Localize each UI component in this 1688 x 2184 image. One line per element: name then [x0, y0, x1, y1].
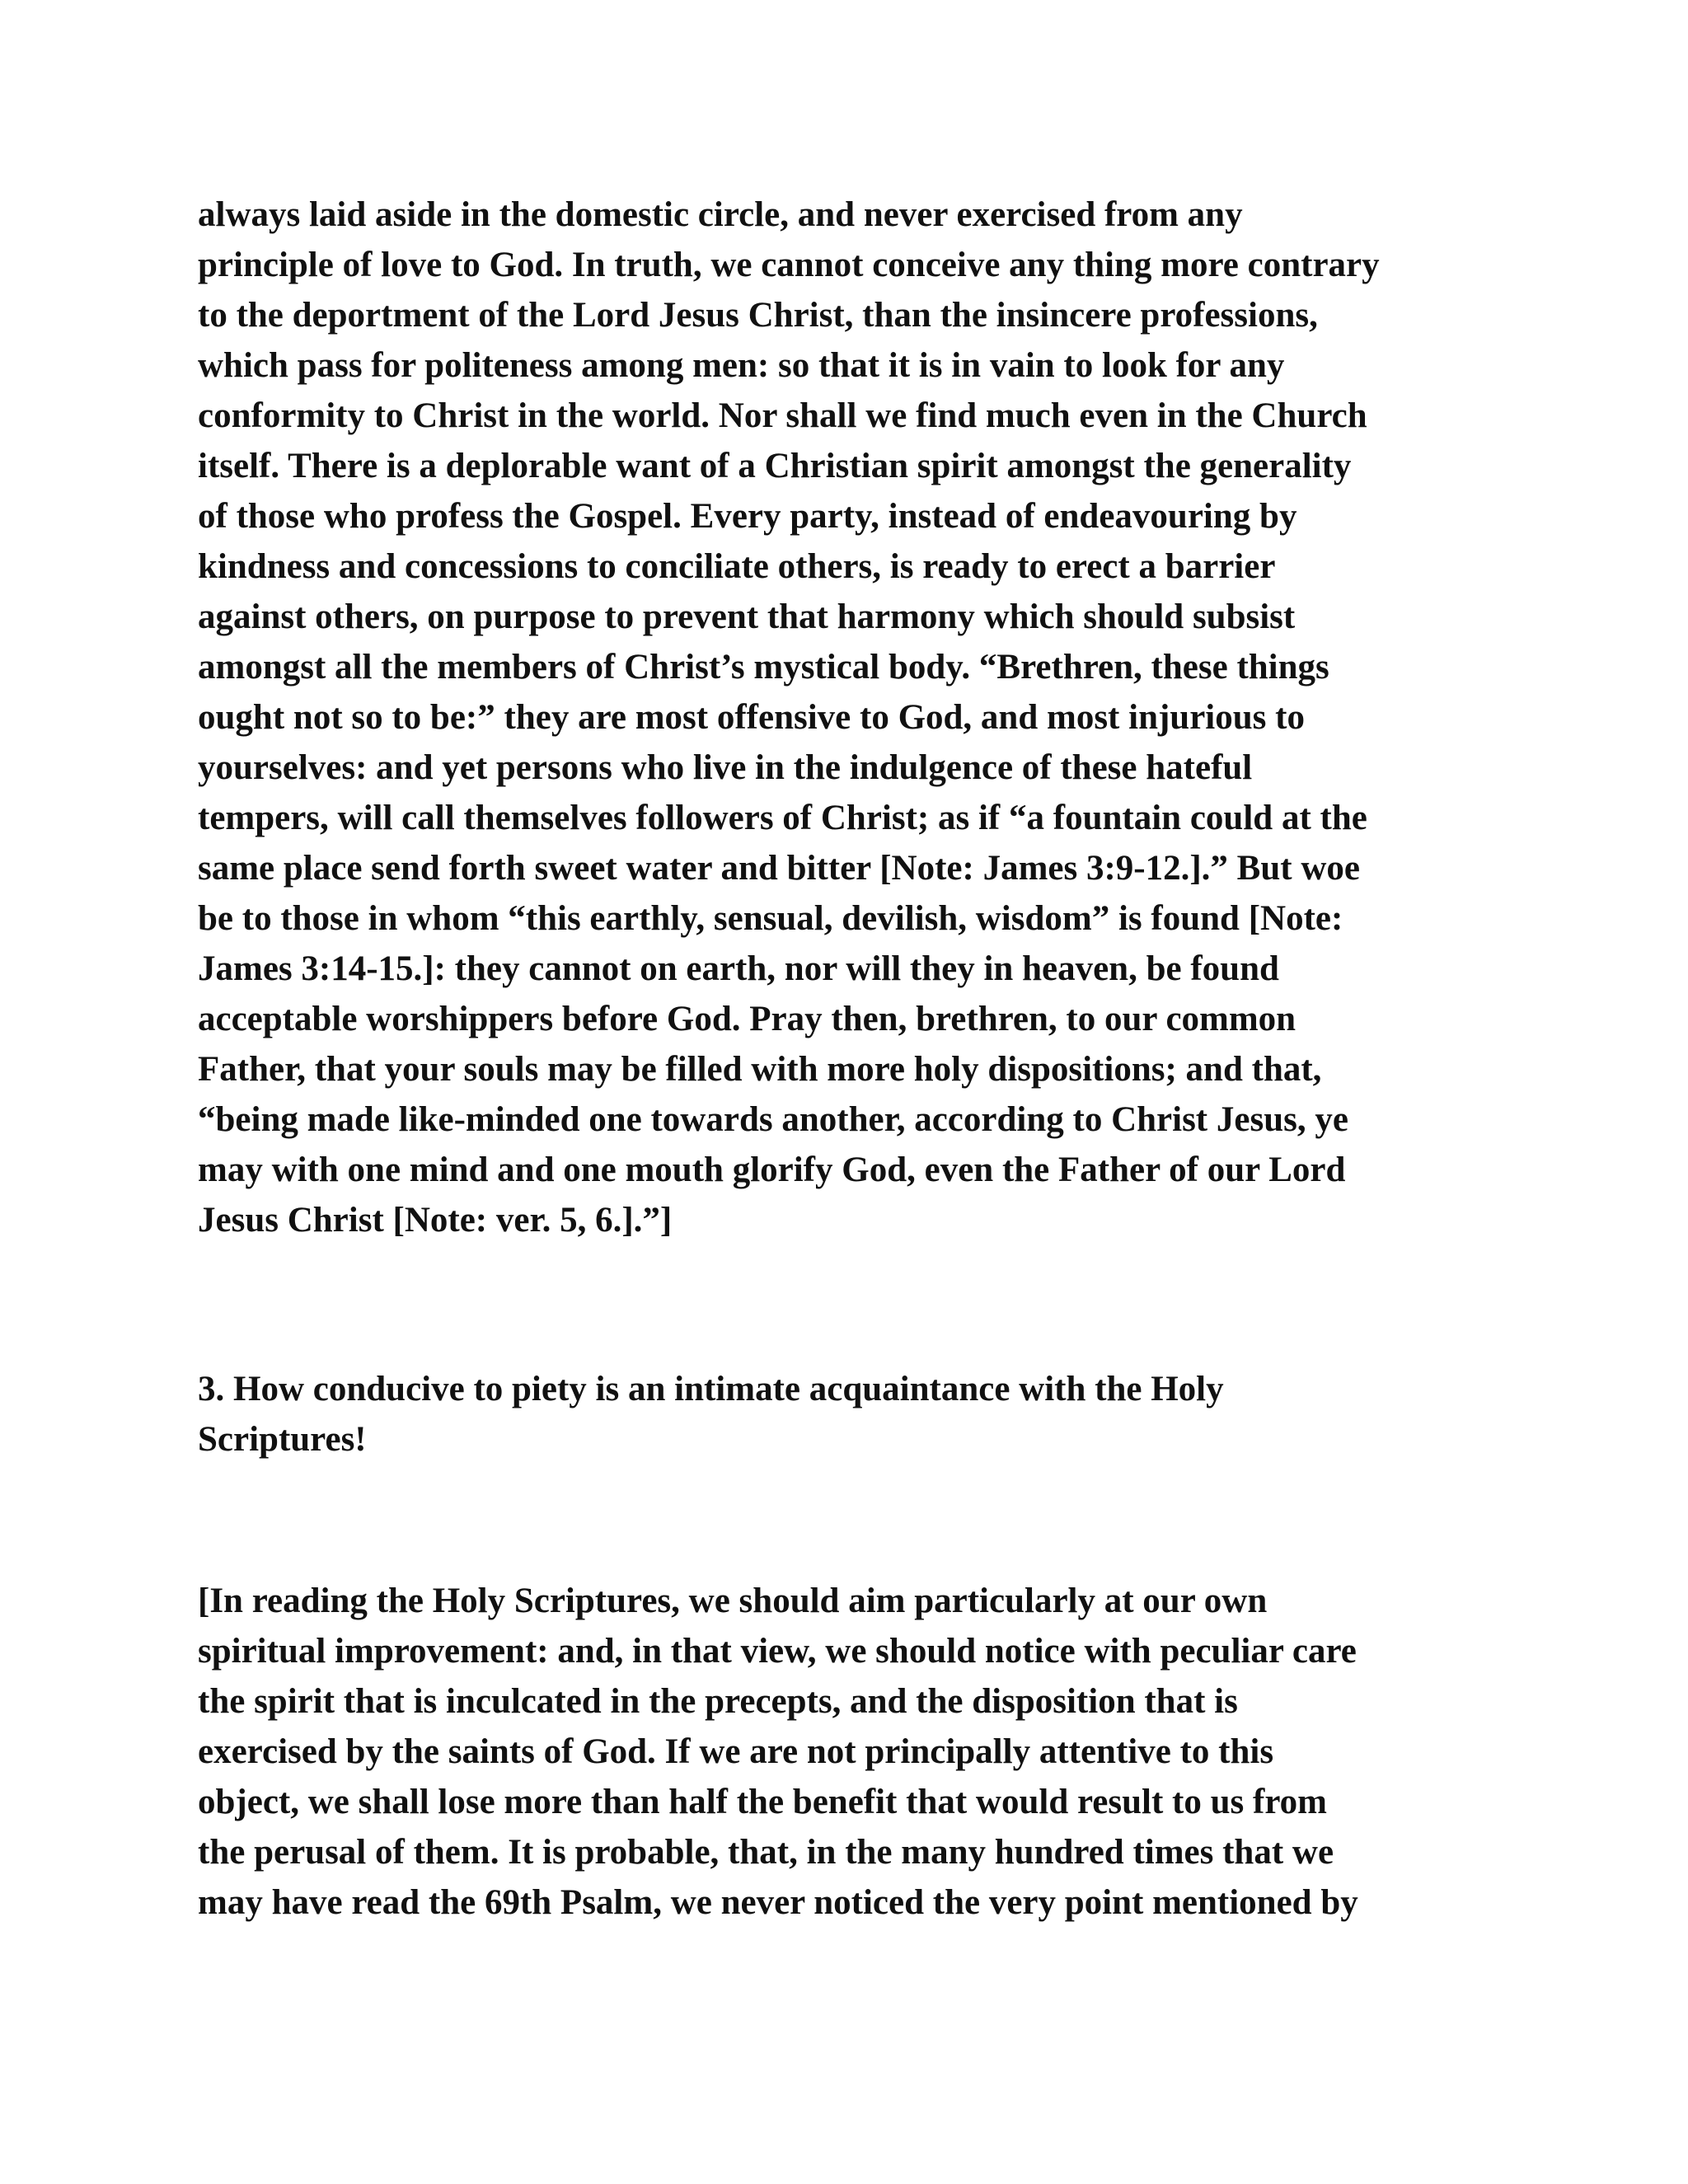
text-line: tempers, will call themselves followers of Christ; as if “a fountain could at the [198, 799, 1367, 837]
text-line: conformity to Christ in the world. Nor shall we find much even in the Church [198, 396, 1367, 435]
text-line: may with one mind and one mouth glorify God, even the Father of our Lord [198, 1151, 1346, 1189]
text-line: principle of love to God. In truth, we cannot conceive any thing more contrary [198, 246, 1380, 284]
section-heading-3 [198, 1364, 1525, 1465]
text-line: Jesus Christ [Note: ver. 5, 6.].”] [198, 1201, 673, 1240]
text-line: the spirit that is inculcated in the precepts, and the disposition that is [198, 1682, 1238, 1721]
text-line: [In reading the Holy Scriptures, we should aim particularly at our own [198, 1582, 1268, 1620]
heading-line: Scriptures! [198, 1420, 367, 1459]
text-line: kindness and concessions to conciliate others, is ready to erect a barrier [198, 547, 1276, 586]
text-line: object, we shall lose more than half the benefit that would result to us from [198, 1783, 1327, 1821]
text-line: same place send forth sweet water and bitter [Note: James 3:9-12.].” But woe [198, 849, 1360, 888]
text-line: against others, on purpose to prevent that harmony which should subsist [198, 598, 1296, 636]
text-line: which pass for politeness among men: so that it is in vain to look for any [198, 346, 1285, 385]
text-line: of those who profess the Gospel. Every party, instead of endeavouring by [198, 497, 1297, 536]
body-paragraph-1 [198, 190, 1525, 1245]
text-line: to the deportment of the Lord Jesus Christ, than the insincere professions, [198, 296, 1318, 335]
text-line: may have read the 69th Psalm, we never noticed the very point mentioned by [198, 1883, 1358, 1922]
text-line: Father, that your souls may be filled with more holy dispositions; and that, [198, 1050, 1322, 1089]
text-line: amongst all the members of Christ’s mystical body. “Brethren, these things [198, 648, 1329, 687]
text-line: spiritual improvement: and, in that view, we should notice with peculiar care [198, 1632, 1357, 1671]
text-line: exercised by the saints of God. If we are not principally attentive to this [198, 1732, 1274, 1771]
text-line: yourselves: and yet persons who live in the indulgence of these hateful [198, 748, 1253, 787]
heading-line: 3. How conducive to piety is an intimate acquaintance with the Holy [198, 1370, 1224, 1408]
text-line: be to those in whom “this earthly, sensual, devilish, wisdom” is found [Note: [198, 899, 1343, 938]
text-line: the perusal of them. It is probable, that, in the many hundred times that we [198, 1833, 1334, 1872]
text-line: always laid aside in the domestic circle, and never exercised from any [198, 195, 1243, 234]
text-line: acceptable worshippers before God. Pray then, brethren, to our common [198, 1000, 1296, 1038]
text-line: itself. There is a deplorable want of a Christian spirit amongst the generality [198, 447, 1352, 485]
text-line: James 3:14-15.]: they cannot on earth, nor will they in heaven, be found [198, 949, 1279, 988]
text-line: ought not so to be:” they are most offensive to God, and most injurious to [198, 698, 1305, 737]
body-paragraph-2 [198, 1576, 1525, 1928]
text-line: “being made like-minded one towards another, according to Christ Jesus, ye [198, 1100, 1348, 1139]
